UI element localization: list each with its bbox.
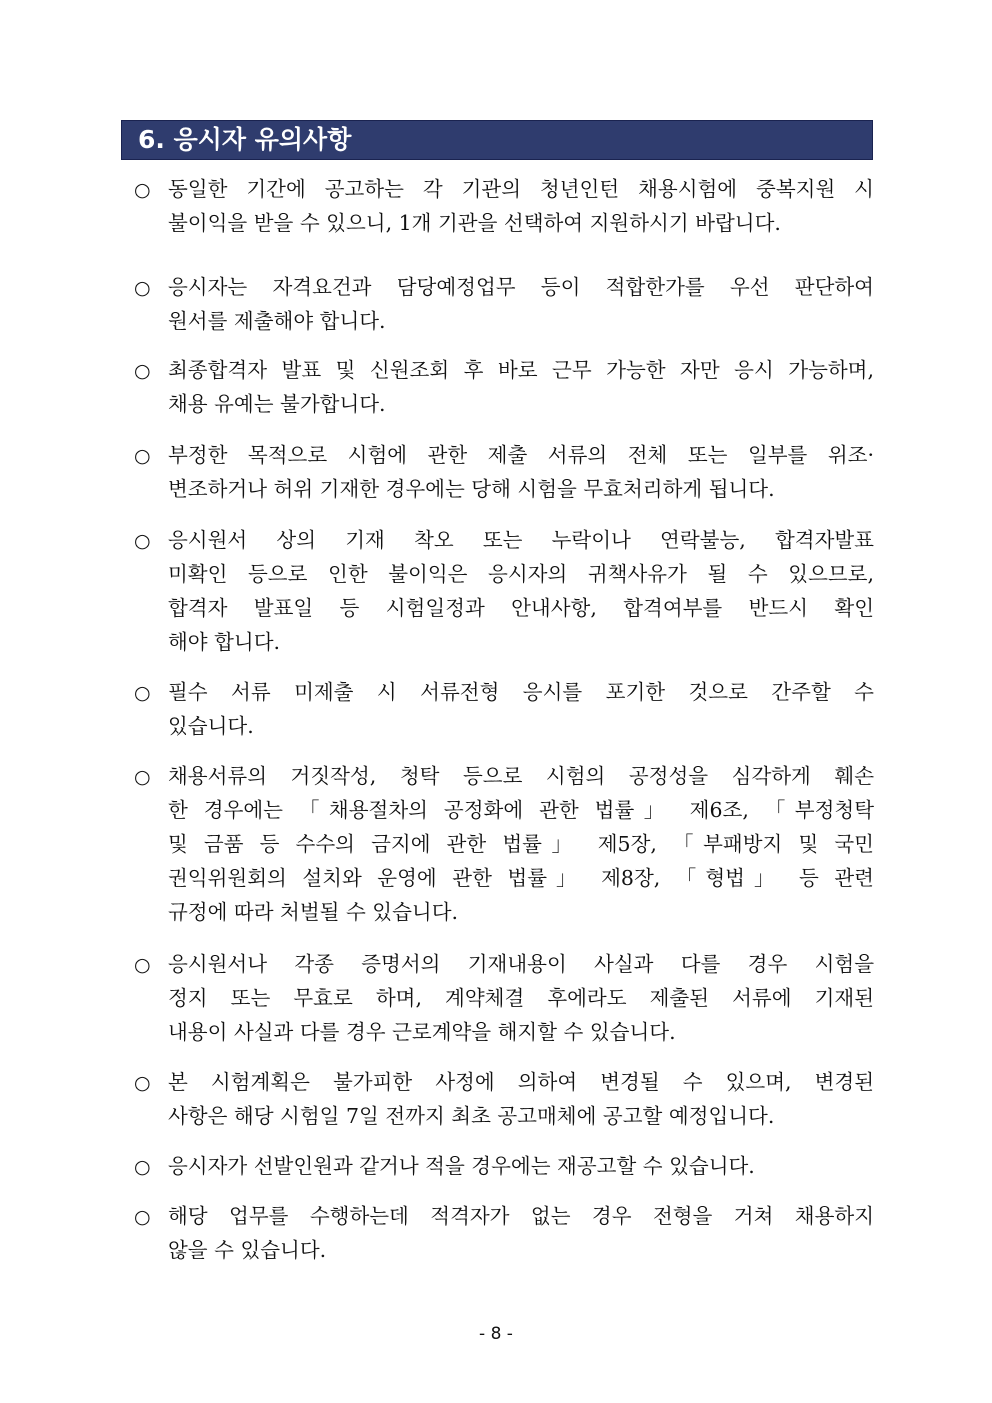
notice-text-line: 사항은 해당 시험일 7일 전까지 최초 공고매체에 공고할 예정입니다.: [168, 1104, 775, 1128]
notice-text-line: 채용 유예는 불가합니다.: [168, 392, 386, 416]
bullet-circle-icon: ○: [134, 766, 151, 788]
bullet-circle-icon: ○: [134, 277, 151, 299]
bullet-circle-icon: ○: [134, 1206, 151, 1228]
notice-text-line: 합격자 발표일 등 시험일정과 안내사항, 합격여부를 반드시 확인: [168, 596, 874, 620]
notice-text-line: 규정에 따라 처벌될 수 있습니다.: [168, 900, 459, 924]
notice-text-line: 및 금품 등 수수의 금지에 관한 법률」 제5장, 「부패방지 및 국민: [168, 832, 874, 856]
section-title: 6. 응시자 유의사항: [138, 125, 352, 154]
notice-text-line: 부정한 목적으로 시험에 관한 제출 서류의 전체 또는 일부를 위조·: [168, 443, 874, 467]
bullet-circle-icon: ○: [134, 360, 151, 382]
notice-item: [130, 172, 874, 240]
bullet-circle-icon: ○: [134, 682, 151, 704]
notice-text-line: 해당 업무를 수행하는데 적격자가 없는 경우 전형을 거쳐 채용하지: [168, 1204, 874, 1228]
notice-text-line: 응시자가 선발인원과 같거나 적을 경우에는 재공고할 수 있습니다.: [168, 1154, 755, 1178]
notice-item: [130, 523, 874, 659]
notice-text-line: 미확인 등으로 인한 불이익은 응시자의 귀책사유가 될 수 있으므로,: [168, 562, 874, 586]
notice-text-line: 최종합격자 발표 및 신원조회 후 바로 근무 가능한 자만 응시 가능하며,: [168, 358, 874, 382]
notice-text-line: 응시자는 자격요건과 담당예정업무 등이 적합한가를 우선 판단하여: [168, 275, 874, 299]
notice-text-line: 원서를 제출해야 합니다.: [168, 309, 386, 333]
notice-item: [130, 438, 874, 506]
notice-text-line: 있습니다.: [168, 714, 254, 738]
bullet-circle-icon: ○: [134, 1156, 151, 1178]
notice-item: [130, 1065, 874, 1133]
notice-text-line: 채용서류의 거짓작성, 청탁 등으로 시험의 공정성을 심각하게 훼손: [168, 764, 874, 788]
bullet-circle-icon: ○: [134, 179, 151, 201]
notice-item: [130, 759, 874, 929]
notice-text-line: 않을 수 있습니다.: [168, 1238, 327, 1262]
notice-text-line: 변조하거나 허위 기재한 경우에는 당해 시험을 무효처리하게 됩니다.: [168, 477, 775, 501]
notice-text-line: 응시원서 상의 기재 착오 또는 누락이나 연락불능, 합격자발표: [168, 528, 874, 552]
bullet-circle-icon: ○: [134, 954, 151, 976]
notice-text-line: 내용이 사실과 다를 경우 근로계약을 해지할 수 있습니다.: [168, 1020, 676, 1044]
bullet-circle-icon: ○: [134, 530, 151, 552]
section-header: [121, 120, 873, 160]
notice-item: [130, 270, 874, 338]
notice-text-line: 정지 또는 무효로 하며, 계약체결 후에라도 제출된 서류에 기재된: [168, 986, 874, 1010]
notice-text-line: 한 경우에는 「채용절차의 공정화에 관한 법률」 제6조, 「부정청탁: [168, 798, 874, 822]
notice-text-line: 본 시험계획은 불가피한 사정에 의하여 변경될 수 있으며, 변경된: [168, 1070, 874, 1094]
notice-item: [130, 353, 874, 421]
bullet-circle-icon: ○: [134, 1072, 151, 1094]
notice-item: [130, 1149, 874, 1183]
notice-text-line: 필수 서류 미제출 시 서류전형 응시를 포기한 것으로 간주할 수: [168, 680, 874, 704]
notice-item: [130, 947, 874, 1049]
notice-text-line: 해야 합니다.: [168, 630, 281, 654]
notice-text-line: 동일한 기간에 공고하는 각 기관의 청년인턴 채용시험에 중복지원 시: [168, 177, 874, 201]
notice-item: [130, 675, 874, 743]
notice-text-line: 응시원서나 각종 증명서의 기재내용이 사실과 다를 경우 시험을: [168, 952, 874, 976]
page-number: - 8 -: [479, 1324, 513, 1344]
notice-text-line: 권익위원회의 설치와 운영에 관한 법률」 제8장, 「형법」 등 관련: [168, 866, 874, 890]
notice-item: [130, 1199, 874, 1267]
bullet-circle-icon: ○: [134, 445, 151, 467]
notice-text-line: 불이익을 받을 수 있으니, 1개 기관을 선택하여 지원하시기 바랍니다.: [168, 211, 781, 235]
